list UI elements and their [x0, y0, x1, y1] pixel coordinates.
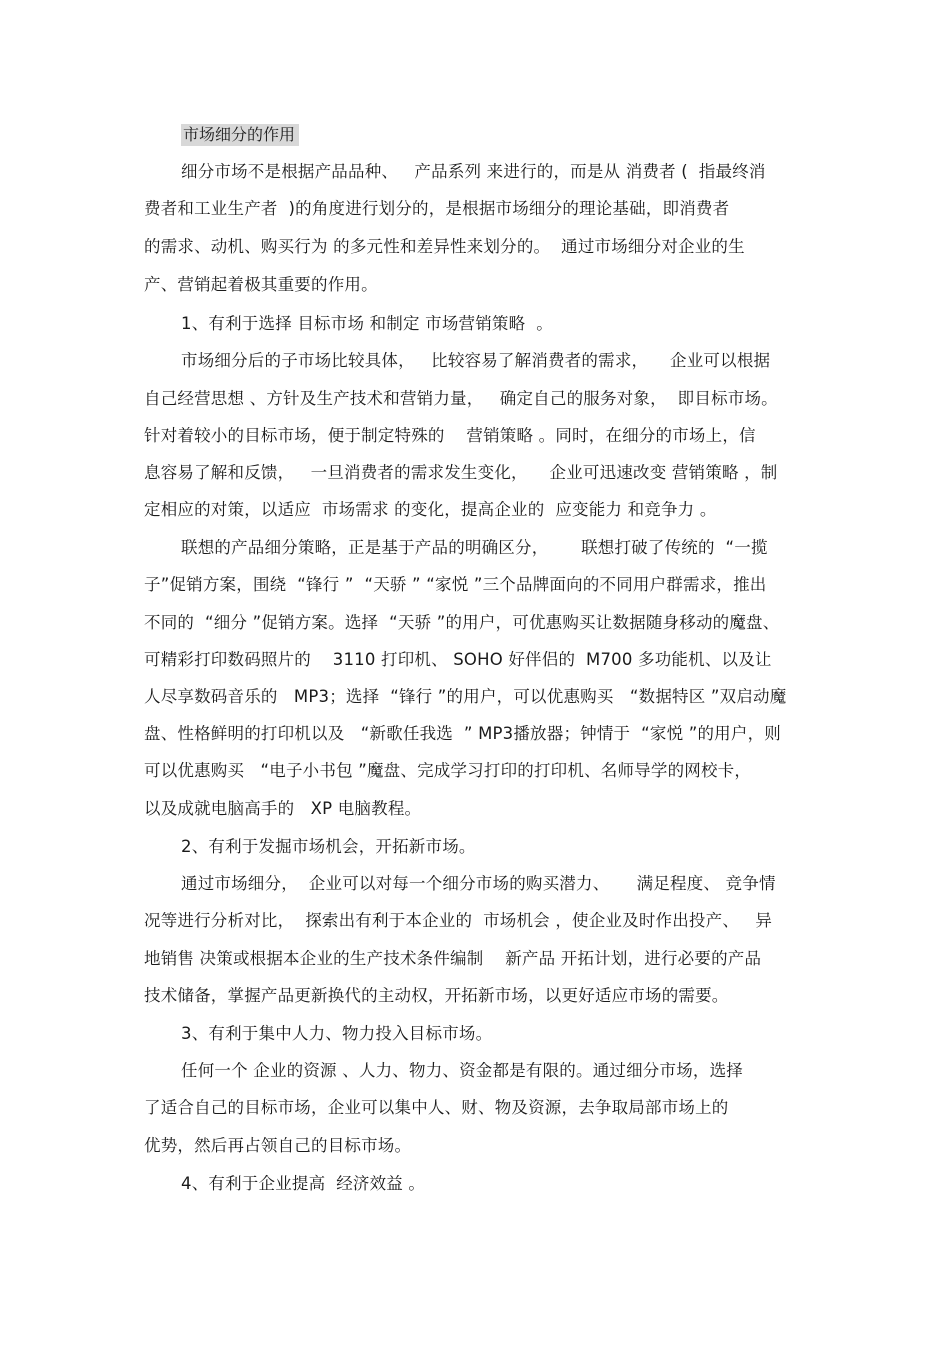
paragraph-line: 通过市场细分， 企业可以对每一个细分市场的购买潜力、 满足程度、 竞争情: [181, 874, 776, 893]
paragraph-line: 不同的 “细分 ”促销方案。选择 “天骄 ”的用户，可优惠购买让数据随身移动的魔盘、: [144, 613, 780, 632]
paragraph-line: 产、营销起着极其重要的作用。: [144, 275, 378, 294]
paragraph-line: 针对着较小的目标市场，便于制定特殊的 营销策略 。同时，在细分的市场上，信: [144, 426, 756, 445]
paragraph-line: 地销售 决策或根据本企业的生产技术条件编制 新产品 开拓计划，进行必要的产品: [144, 949, 762, 968]
paragraph-line: 市场细分后的子市场比较具体， 比较容易了解消费者的需求， 企业可以根据: [181, 351, 771, 370]
paragraph-line: 细分市场不是根据产品品种、 产品系列 来进行的，而是从 消费者 ( 指最终消: [181, 162, 766, 181]
paragraph-line: 优势，然后再占领自己的目标市场。: [144, 1136, 412, 1155]
paragraph-line: 况等进行分析对比， 探索出有利于本企业的 市场机会 ，使企业及时作出投产、 异: [144, 911, 773, 930]
paragraph-line: 盘、性格鲜明的打印机以及 “新歌任我选 ” MP3播放器；钟情于 “家悦 ”的用户，则: [144, 724, 781, 743]
paragraph-line: 子”促销方案，围绕 “锋行 ” “天骄 ” “家悦 ”三个品牌面向的不同用户群需求，推出: [144, 575, 767, 594]
paragraph-line: 人尽享数码音乐的 MP3；选择 “锋行 ”的用户，可以优惠购买 “数据特区 ”双启动魔: [144, 687, 787, 706]
paragraph-line: 了适合自己的目标市场，企业可以集中人、财、物及资源，去争取局部市场上的: [144, 1098, 729, 1117]
paragraph-line: 自己经营思想 、方针及生产技术和营销力量， 确定自己的服务对象， 即目标市场。: [144, 389, 778, 408]
paragraph-line: 息容易了解和反馈， 一旦消费者的需求发生变化， 企业可迅速改变 营销策略 ，制: [144, 463, 778, 482]
section-heading: 1、有利于选择 目标市场 和制定 市场营销策略 。: [181, 314, 553, 333]
paragraph-line: 以及成就电脑高手的 XP 电脑教程。: [144, 799, 422, 818]
paragraph-line: 的需求、动机、购买行为 的多元性和差异性来划分的。 通过市场细分对企业的生: [144, 237, 745, 256]
section-heading: 2、有利于发掘市场机会，开拓新市场。: [181, 837, 476, 856]
paragraph-line: 费者和工业生产者 )的角度进行划分的，是根据市场细分的理论基础，即消费者: [144, 199, 730, 218]
section-heading: 3、有利于集中人力、物力投入目标市场。: [181, 1024, 493, 1043]
paragraph-line: 联想的产品细分策略，正是基于产品的明确区分， 联想打破了传统的 “一揽: [181, 538, 768, 557]
paragraph-line: 可精彩打印数码照片的 3110 打印机、 SOHO 好伴侣的 M700 多功能机、以及让: [144, 650, 772, 669]
section-title: 市场细分的作用: [181, 124, 299, 146]
paragraph-line: 可以优惠购买 “电子小书包 ”魔盘、完成学习打印的打印机、名师导学的网校卡，: [144, 761, 752, 780]
paragraph-line: 任何一个 企业的资源 、人力、物力、资金都是有限的。通过细分市场，选择: [181, 1061, 743, 1080]
paragraph-line: 定相应的对策，以适应 市场需求 的变化，提高企业的 应变能力 和竞争力 。: [144, 500, 717, 519]
section-heading: 4、有利于企业提高 经济效益 。: [181, 1174, 426, 1193]
paragraph-line: 技术储备，掌握产品更新换代的主动权，开拓新市场，以更好适应市场的需要。: [144, 986, 729, 1005]
